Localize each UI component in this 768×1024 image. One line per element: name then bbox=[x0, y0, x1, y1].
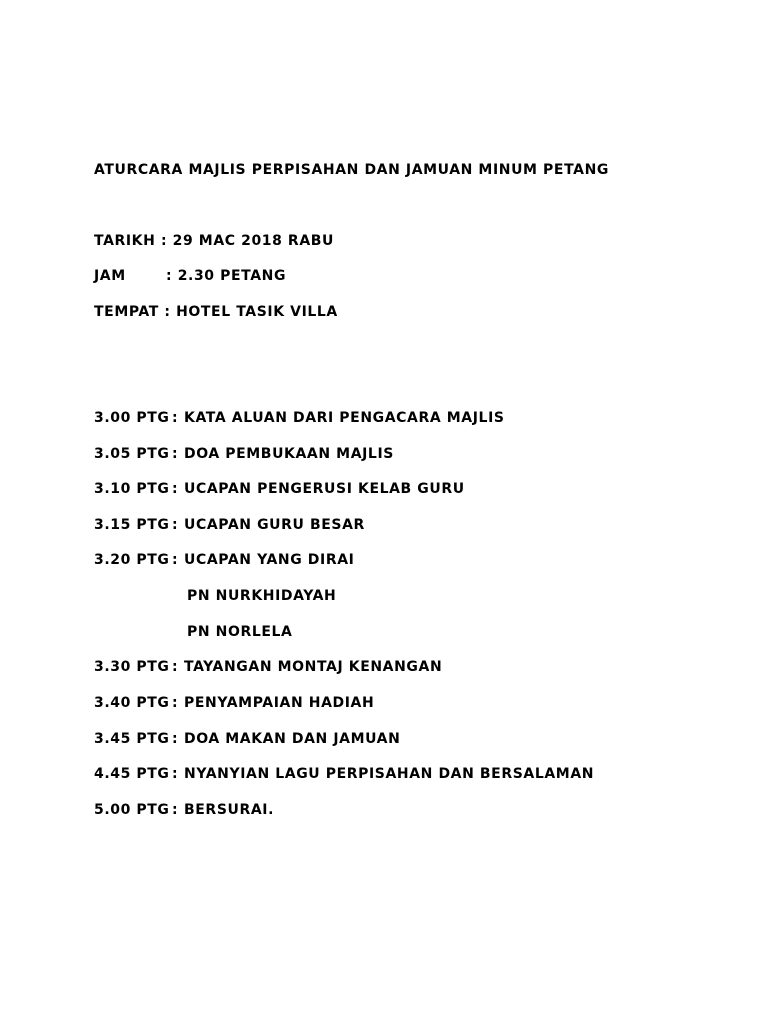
schedule-item: 3.40 PTG : PENYAMPAIAN HADIAH bbox=[94, 695, 375, 711]
schedule-item: 5.00 PTG : BERSURAI. bbox=[94, 802, 275, 818]
jam-label: JAM bbox=[94, 268, 126, 284]
tempat-label: TEMPAT bbox=[94, 304, 159, 320]
schedule-time: 3.20 PTG bbox=[94, 552, 170, 568]
tarikh-row bbox=[94, 232, 334, 250]
schedule-item: 3.30 PTG : TAYANGAN MONTAJ KENANGAN bbox=[94, 659, 443, 675]
jam-row bbox=[94, 267, 286, 285]
schedule-activity: BERSURAI. bbox=[184, 802, 275, 818]
honoree-name: PN NORLELA bbox=[187, 624, 293, 640]
schedule-time: 3.05 PTG bbox=[94, 446, 170, 462]
schedule-activity: KATA ALUAN DARI PENGACARA MAJLIS bbox=[184, 410, 505, 426]
schedule-time: 3.30 PTG bbox=[94, 659, 170, 675]
schedule-activity: NYANYIAN LAGU PERPISAHAN DAN BERSALAMAN bbox=[184, 766, 595, 782]
schedule-item: 3.20 PTG : UCAPAN YANG DIRAI bbox=[94, 552, 355, 568]
tarikh-separator: : bbox=[160, 233, 168, 249]
schedule-activity: UCAPAN PENGERUSI KELAB GURU bbox=[184, 481, 465, 497]
schedule-time: 3.40 PTG bbox=[94, 695, 170, 711]
schedule-activity: PENYAMPAIAN HADIAH bbox=[184, 695, 375, 711]
schedule-item: 3.45 PTG : DOA MAKAN DAN JAMUAN bbox=[94, 731, 401, 747]
schedule-time: 4.45 PTG bbox=[94, 766, 170, 782]
schedule-activity: DOA PEMBUKAAN MAJLIS bbox=[184, 446, 394, 462]
jam-separator: : bbox=[166, 268, 173, 284]
schedule-item: 3.10 PTG : UCAPAN PENGERUSI KELAB GURU bbox=[94, 481, 465, 497]
jam-value: 2.30 PETANG bbox=[177, 268, 287, 284]
honoree-name: PN NURKHIDAYAH bbox=[187, 588, 337, 604]
schedule-item: 3.15 PTG : UCAPAN GURU BESAR bbox=[94, 517, 365, 533]
document-title: ATURCARA MAJLIS PERPISAHAN DAN JAMUAN MINUM PETANG bbox=[94, 162, 609, 178]
schedule-time: 3.10 PTG bbox=[94, 481, 170, 497]
schedule-item: 4.45 PTG : NYANYIAN LAGU PERPISAHAN DAN BERSALAMAN bbox=[94, 766, 595, 782]
schedule-time: 5.00 PTG bbox=[94, 802, 170, 818]
schedule-time: 3.00 PTG bbox=[94, 410, 170, 426]
schedule-item: 3.00 PTG : KATA ALUAN DARI PENGACARA MAJLIS bbox=[94, 410, 505, 426]
schedule-time: 3.45 PTG bbox=[94, 731, 170, 747]
schedule-time: 3.15 PTG bbox=[94, 517, 170, 533]
schedule-activity: TAYANGAN MONTAJ KENANGAN bbox=[184, 659, 443, 675]
schedule-activity: UCAPAN YANG DIRAI bbox=[184, 552, 355, 568]
tarikh-value: 29 MAC 2018 RABU bbox=[172, 233, 334, 249]
tempat-row bbox=[94, 303, 338, 321]
tempat-separator: : bbox=[164, 304, 171, 320]
tarikh-label: TARIKH bbox=[94, 233, 156, 249]
schedule-activity: UCAPAN GURU BESAR bbox=[184, 517, 365, 533]
schedule-item: 3.05 PTG : DOA PEMBUKAAN MAJLIS bbox=[94, 446, 394, 462]
schedule-activity: DOA MAKAN DAN JAMUAN bbox=[184, 731, 401, 747]
tempat-value: HOTEL TASIK VILLA bbox=[176, 304, 338, 320]
